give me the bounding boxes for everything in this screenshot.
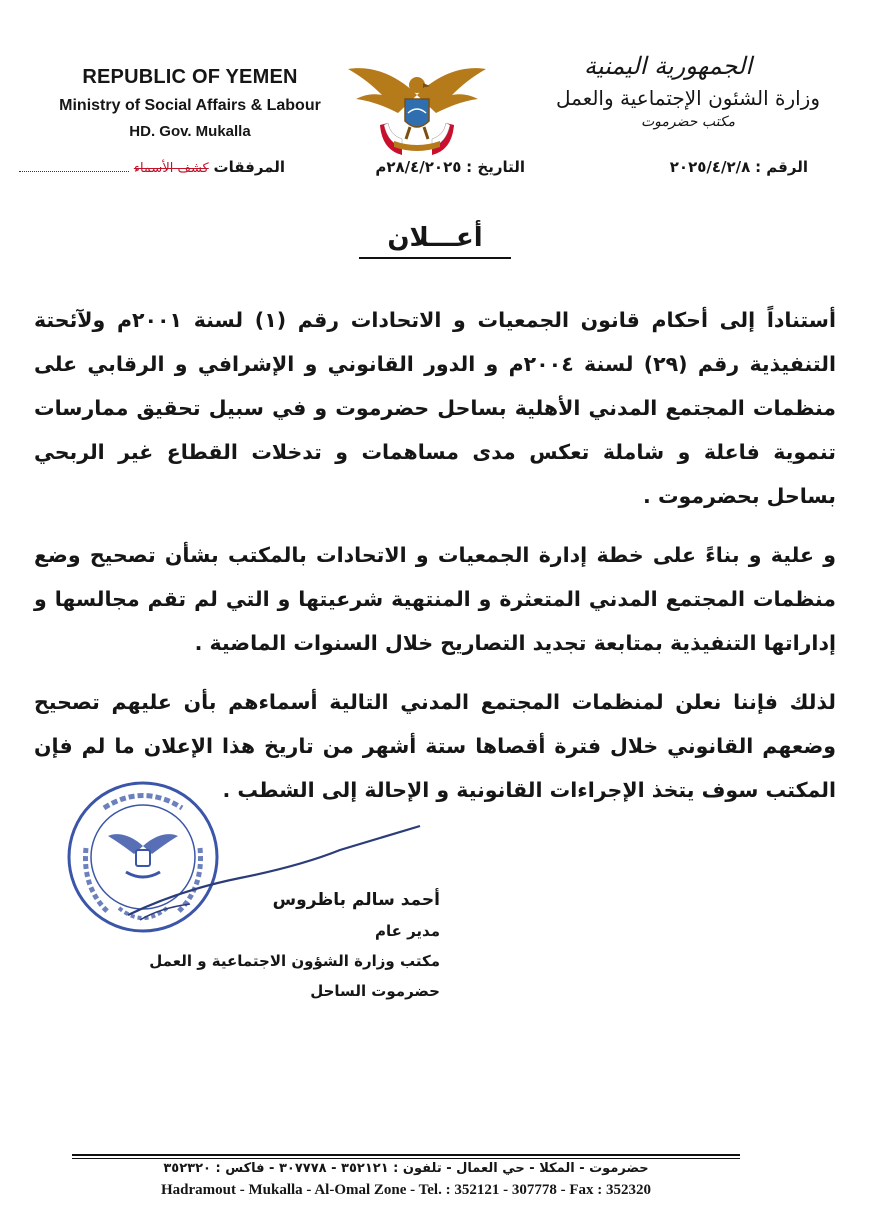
announcement-body	[34, 298, 836, 827]
letterhead-arabic	[538, 52, 838, 130]
attachments-dotted-line	[19, 161, 129, 172]
reference-number	[670, 158, 808, 176]
country-name-ar: الجمهورية اليمنية	[583, 52, 753, 80]
reference-number-value: ٢٠٢٥/٤/٢/٨	[669, 158, 751, 176]
country-name-en: REPUBLIC OF YEMEN	[82, 66, 298, 88]
body-paragraph-2: و علية و بناءً على خطة إدارة الجمعيات و الاتحادات بالمكتب بشأن تصحيح وضع منظمات المجتمع المدني المتعثرة و المنتهية شرعيتها و التي لم تقم مجالسها و إداراتها التنفيذية بمتابعة تجديد التصاريح خلال السنوات الماضية .	[34, 543, 836, 655]
signatory-name: أحمد سالم باظروس	[272, 890, 440, 910]
footer-divider	[72, 1154, 740, 1156]
signature-block	[140, 890, 440, 1000]
reference-date	[375, 158, 525, 176]
attachments-value: كشف الأسماء	[133, 161, 209, 176]
title-text: أعـــلان	[359, 223, 510, 259]
yemen-eagle-emblem-icon	[342, 55, 492, 165]
office-name-en: HD. Gov. Mukalla	[129, 123, 251, 140]
signatory-office: مكتب وزارة الشؤون الاجتماعية و العمل	[149, 952, 440, 970]
ministry-name-ar: وزارة الشئون الإجتماعية والعمل	[555, 86, 820, 110]
signatory-region: حضرموت الساحل	[310, 982, 440, 1000]
reference-attachments	[19, 158, 285, 176]
signatory-position: مدير عام	[374, 922, 440, 940]
footer-address-en: Hadramout - Mukalla - Al-Omal Zone - Tel. : 352121 - 307778 - Fax : 352320	[161, 1182, 651, 1198]
reference-number-label: الرقم :	[755, 158, 808, 176]
date-value: ٢٨/٤/٢٠٢٥م	[375, 158, 462, 176]
attachments-label: المرفقات	[213, 158, 285, 176]
body-paragraph-3: لذلك فإننا نعلن لمنظمات المجتمع المدني التالية أسماءهم بأن عليهم تصحيح وضعهم القانوني خلال فترة أقصاها ستة أشهر من تاريخ هذا الإعلان ما لم فإن المكتب سوف يتخذ الإجراءات القانونية و الإحالة إلى الشطب .	[34, 690, 836, 802]
date-label: التاريخ :	[466, 158, 525, 176]
ministry-name-en: Ministry of Social Affairs & Labour	[59, 97, 321, 114]
announcement-title	[0, 223, 870, 259]
office-name-ar: مكتب حضرموت	[640, 114, 736, 130]
letterhead-english	[30, 66, 350, 140]
footer-divider-thin	[72, 1158, 740, 1159]
footer-address-ar: حضرموت - المكلا - حي العمال - تلفون : ٣٥٢١٢١ - ٣٠٧٧٧٨ - فاكس : ٣٥٢٣٢٠	[163, 1161, 649, 1176]
body-paragraph-1: أستناداً إلى أحكام قانون الجمعيات و الاتحادات رقم (١) لسنة ٢٠٠١م ولآئحتة التنفيذية رقم (٢٩) لسنة ٢٠٠٤م و الدور القانوني و الإشرافي و الرقابي على منظمات المجتمع المدني الأهلية بساحل حضرموت و في سبيل تحقيق ممارسات تنموية فاعلة و شاملة تعكس مدى مساهمات و تدخلات القطاع غير الربحي بساحل بحضرموت .	[34, 308, 836, 508]
